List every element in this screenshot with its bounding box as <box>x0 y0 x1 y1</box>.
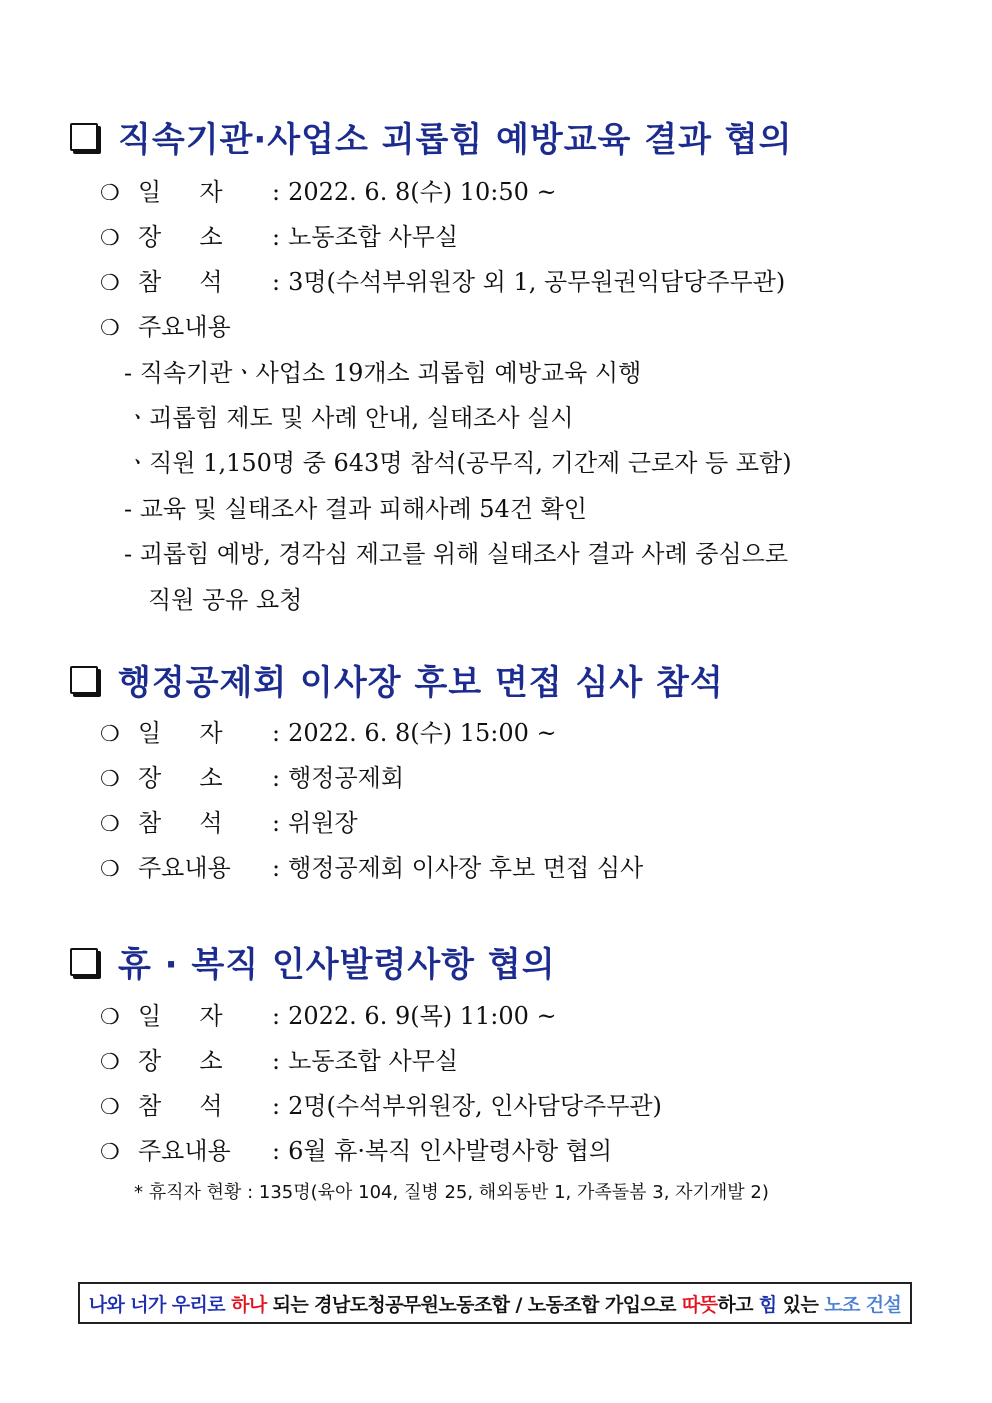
s2-place-value: 행정공제회 <box>288 764 405 792</box>
footer-part-4: 따뜻 <box>681 1293 718 1316</box>
s1-content-key: 주요내용 <box>138 313 231 341</box>
checkbox-icon <box>70 948 98 976</box>
s2-place-sep: : <box>272 764 281 792</box>
s2-attendees-sep: : <box>272 809 281 837</box>
s3-attendees-sep: : <box>272 1092 281 1120</box>
checkbox-icon <box>70 123 98 151</box>
circle-bullet-icon: ❍ <box>100 1095 120 1120</box>
s3-note: * 휴직자 현황 : 135명(육아 104, 질병 25, 해외동반 1, 가족돌봄 3, 자기개발 2) <box>134 1182 769 1203</box>
s2-date-key: 일 자 <box>138 719 223 747</box>
s1-detail-2: ㆍ괴롭힘 제도 및 사례 안내, 실태조사 실시 <box>126 404 574 432</box>
s1-detail-1: - 직속기관ㆍ사업소 19개소 괴롭힘 예방교육 시행 <box>124 359 642 387</box>
footer-part-8: 노조 건설 <box>824 1293 902 1316</box>
s1-date-key: 일 자 <box>138 178 223 206</box>
s1-attendees-sep: : <box>272 268 281 296</box>
section-1-title <box>70 112 792 161</box>
circle-bullet-icon: ❍ <box>100 1140 120 1165</box>
s1-attendees-key: 참 석 <box>138 268 223 296</box>
s3-row-attendees <box>100 1086 662 1121</box>
s2-attendees-key: 참 석 <box>138 809 223 837</box>
s1-row-attendees <box>100 262 785 297</box>
s3-row-date <box>100 996 557 1031</box>
footer-slogan <box>78 1282 912 1324</box>
s2-content-key: 주요내용 <box>138 854 231 882</box>
s1-place-value: 노동조합 사무실 <box>288 223 459 251</box>
s1-detail-5: - 괴롭힘 예방, 경각심 제고를 위해 실태조사 결과 사례 중심으로 <box>124 540 788 568</box>
circle-bullet-icon: ❍ <box>100 1050 120 1075</box>
s1-place-sep: : <box>272 223 281 251</box>
s2-place-key: 장 소 <box>138 764 223 792</box>
circle-bullet-icon: ❍ <box>100 857 120 882</box>
s1-row-date <box>100 172 557 207</box>
s3-place-sep: : <box>272 1047 281 1075</box>
circle-bullet-icon: ❍ <box>100 316 120 341</box>
s3-place-value: 노동조합 사무실 <box>288 1047 459 1075</box>
s3-content-key: 주요내용 <box>138 1137 231 1165</box>
circle-bullet-icon: ❍ <box>100 226 120 251</box>
footer-part-6: 힘 <box>758 1293 777 1316</box>
circle-bullet-icon: ❍ <box>100 722 120 747</box>
s2-row-content <box>100 848 643 883</box>
s1-place-key: 장 소 <box>138 223 223 251</box>
section-2-title <box>70 655 724 704</box>
s3-row-content <box>100 1131 612 1166</box>
s2-date-value: 2022. 6. 8(수) 15:00 ~ <box>288 719 557 747</box>
footer-part-3: 되는 경남도청공무원노동조합 / 노동조합 가입으로 <box>266 1293 682 1316</box>
footer-part-1: 나와 너가 우리로 <box>88 1293 232 1316</box>
s1-row-content <box>100 307 231 342</box>
s3-date-key: 일 자 <box>138 1002 223 1030</box>
section-1-title-text: 직속기관·사업소 괴롭힘 예방교육 결과 협의 <box>118 120 793 160</box>
s1-row-place <box>100 217 458 252</box>
s3-content-value: 6월 휴·복직 인사발령사항 협의 <box>288 1137 613 1165</box>
s1-date-sep: : <box>272 178 281 206</box>
s3-content-sep: : <box>272 1137 281 1165</box>
circle-bullet-icon: ❍ <box>100 271 120 296</box>
footer-part-2: 하나 <box>231 1293 267 1316</box>
s2-content-sep: : <box>272 854 281 882</box>
circle-bullet-icon: ❍ <box>100 181 120 206</box>
s1-detail-6: 직원 공유 요청 <box>148 586 303 614</box>
section-3-title <box>70 937 556 986</box>
s2-row-attendees <box>100 803 358 838</box>
s1-detail-3: ㆍ직원 1,150명 중 643명 참석(공무직, 기간제 근로자 등 포함) <box>126 449 792 477</box>
circle-bullet-icon: ❍ <box>100 1005 120 1030</box>
s3-place-key: 장 소 <box>138 1047 223 1075</box>
s1-attendees-value: 3명(수석부위원장 외 1, 공무원권익담당주무관) <box>288 268 786 296</box>
checkbox-icon <box>70 666 98 694</box>
s3-date-value: 2022. 6. 9(목) 11:00 ~ <box>288 1002 557 1030</box>
section-2-title-text: 행정공제회 이사장 후보 면접 심사 참석 <box>118 663 724 703</box>
s3-date-sep: : <box>272 1002 281 1030</box>
circle-bullet-icon: ❍ <box>100 767 120 792</box>
s3-attendees-key: 참 석 <box>138 1092 223 1120</box>
s2-content-value: 행정공제회 이사장 후보 면접 심사 <box>288 854 644 882</box>
section-3-title-text: 휴 · 복직 인사발령사항 협의 <box>118 945 556 985</box>
s2-attendees-value: 위원장 <box>288 809 358 837</box>
s1-detail-4: - 교육 및 실태조사 결과 피해사례 54건 확인 <box>124 495 587 523</box>
footer-part-7: 있는 <box>776 1293 825 1316</box>
s2-row-place <box>100 758 404 793</box>
s3-row-place <box>100 1041 458 1076</box>
s1-date-value: 2022. 6. 8(수) 10:50 ~ <box>288 178 557 206</box>
s2-row-date <box>100 713 557 748</box>
s2-date-sep: : <box>272 719 281 747</box>
footer-part-5: 하고 <box>717 1293 759 1316</box>
circle-bullet-icon: ❍ <box>100 812 120 837</box>
s3-attendees-value: 2명(수석부위원장, 인사담당주무관) <box>288 1092 662 1120</box>
